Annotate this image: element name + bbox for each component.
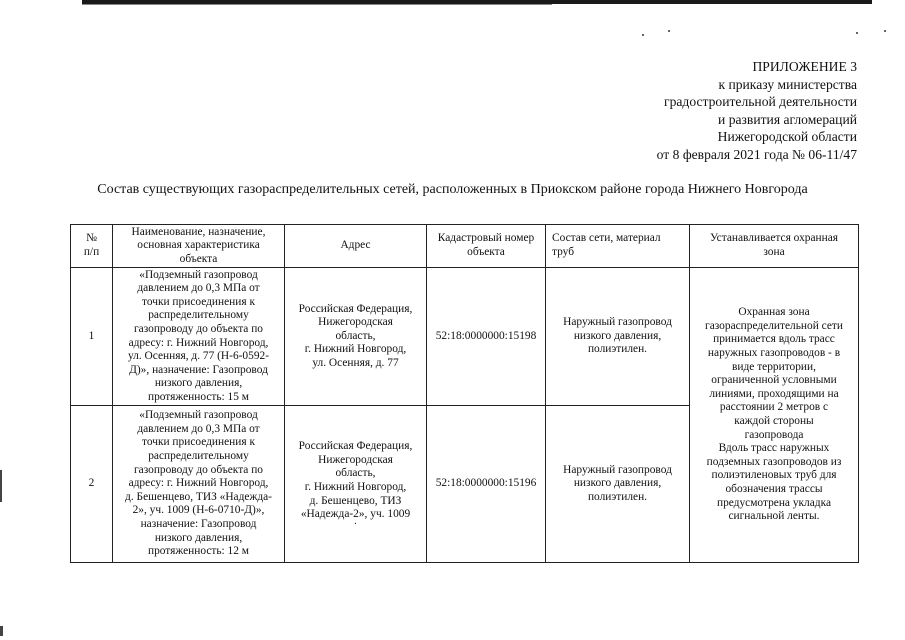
table-row	[71, 268, 859, 406]
text-line: виде территории,	[732, 360, 816, 373]
object-address	[285, 406, 427, 563]
text-line: каждой стороны	[734, 415, 814, 427]
text-line: наружных газопроводов - в	[707, 347, 841, 360]
network-composition	[546, 406, 690, 563]
header-network	[546, 225, 690, 268]
text-line: полиэтилен.	[587, 490, 648, 503]
text-line: газопроводу до объекта по	[133, 463, 264, 476]
appendix-line: от 8 февраля 2021 года № 06-11/47	[656, 146, 857, 162]
scan-speck	[856, 32, 858, 34]
header-text: Кадастровый номер	[437, 232, 535, 245]
network-composition	[546, 268, 690, 406]
text-line: область,	[335, 467, 376, 480]
header-address: Адрес	[285, 225, 427, 268]
text-line: «Подземный газопровод	[139, 409, 258, 422]
text-line: протяженность: 15 м	[147, 390, 250, 403]
text-line: подземных газопроводов из	[706, 455, 842, 468]
scan-speck	[884, 30, 886, 32]
text-line: д. Бешенцево, ТИЗ	[309, 494, 402, 507]
text-line: обозначения трассы	[725, 482, 823, 495]
header-text: Состав сети, материал	[552, 232, 661, 245]
appendix-line: Нижегородской области	[717, 129, 857, 145]
appendix-line: к приказу министерства	[718, 76, 857, 92]
text-line: Нижегородская	[318, 316, 393, 329]
text-line: г. Нижний Новгород,	[304, 343, 407, 356]
text-line: низкого давления,	[573, 329, 662, 342]
text-line: назначение: Газопровод	[140, 517, 257, 530]
text-line: г. Нижний Новгород,	[304, 481, 407, 493]
text-line: д. Бешенцево, ТИЗ «Надежда-	[125, 490, 272, 503]
scan-speck	[668, 30, 670, 32]
text-line: 2», уч. 1009 (Н-6-0710-Д)»,	[132, 504, 265, 517]
text-line: распределительному	[148, 309, 249, 322]
text-line: сигнальной ленты.	[728, 510, 820, 523]
header-cadastral	[427, 225, 546, 268]
text-line: точки присоединения к	[142, 436, 255, 449]
object-description	[113, 406, 285, 563]
text-line: низкого давления,	[573, 477, 662, 490]
text-line: Вдоль трасс наружных	[718, 442, 830, 455]
text-line: распределительному	[148, 450, 249, 463]
text-line: протяженность: 12 м	[147, 545, 250, 558]
text-line: газопроводу до объекта по	[133, 322, 264, 335]
text-line: ул. Осенняя, д. 77	[312, 356, 399, 369]
text-line: ул. Осенняя, д. 77 (Н-6-0592-	[127, 350, 270, 363]
text-line: низкого давления,	[154, 531, 243, 544]
scan-speck: ·	[353, 518, 358, 530]
text-line: «Надежда-2», уч. 1009	[300, 508, 411, 521]
cadastral-number: 52:18:0000000:15196	[427, 406, 546, 563]
text-line: Охранная зона	[738, 306, 810, 319]
header-protection-zone	[690, 225, 859, 268]
text-line: ограниченной условными	[711, 374, 837, 387]
text-line: адресу: г. Нижний Новгород,	[128, 336, 269, 349]
text-line: газопровода	[744, 428, 804, 441]
text-line: давлением до 0,3 МПа от	[137, 422, 260, 435]
text-line: газораспределительной сети	[705, 319, 843, 332]
text-line: Нижегородская	[318, 453, 393, 466]
text-line: давлением до 0,3 МПа от	[137, 282, 260, 295]
text-line: точки присоединения к	[142, 295, 255, 308]
header-text: №	[86, 232, 97, 245]
protection-zone-description	[690, 268, 859, 563]
top-scan-border-shadow	[82, 4, 552, 5]
row-number: 2	[71, 406, 113, 563]
header-text: основная характеристика	[137, 239, 260, 252]
appendix-line: градостроительной деятельности	[664, 94, 857, 110]
text-line: Наружный газопровод	[563, 463, 672, 476]
gas-network-table	[70, 224, 859, 563]
scan-speck	[642, 34, 644, 36]
text-line: полиэтиленовых труб для	[711, 469, 837, 482]
object-address	[285, 268, 427, 406]
header-number	[71, 225, 113, 268]
text-line: принимается вдоль трасс	[713, 333, 835, 346]
header-text: зона	[763, 246, 785, 258]
appendix-line: ПРИЛОЖЕНИЕ 3	[752, 59, 857, 74]
header-name	[113, 225, 285, 268]
scan-edge-mark	[0, 470, 2, 502]
table-header-row	[71, 225, 859, 268]
header-text: объекта	[467, 246, 505, 258]
document-title: Состав существующих газораспределительных сетей, расположенных в Приокском районе города Нижнего Новгорода	[97, 182, 808, 197]
cadastral-number: 52:18:0000000:15198	[427, 268, 546, 406]
text-line: Российская Федерация,	[298, 302, 413, 315]
text-line: низкого давления,	[154, 377, 243, 390]
text-line: Российская Федерация,	[298, 440, 413, 453]
text-line: линиями, проходящими на	[709, 387, 839, 400]
text-line: расстоянии 2 метров с	[719, 401, 829, 414]
text-line: Д)», назначение: Газопровод	[129, 363, 268, 376]
header-text: Наименование, назначение,	[131, 225, 266, 238]
header-text: Устанавливается охранная	[709, 232, 839, 245]
appendix-line: и развития агломераций	[718, 111, 857, 127]
text-line: адресу: г. Нижний Новгород,	[128, 477, 269, 490]
text-line: полиэтилен.	[587, 343, 648, 356]
row-number: 1	[71, 268, 113, 406]
header-text: п/п	[83, 246, 100, 258]
text-line: «Подземный газопровод	[139, 268, 258, 281]
scan-edge-mark	[0, 626, 3, 636]
appendix-header	[657, 58, 857, 164]
text-line: область,	[335, 329, 376, 342]
header-text: объекта	[179, 252, 218, 265]
object-description	[113, 268, 285, 406]
text-line: предусмотрена укладка	[716, 496, 832, 509]
text-line: Наружный газопровод	[563, 316, 672, 329]
header-text: труб	[552, 246, 575, 258]
